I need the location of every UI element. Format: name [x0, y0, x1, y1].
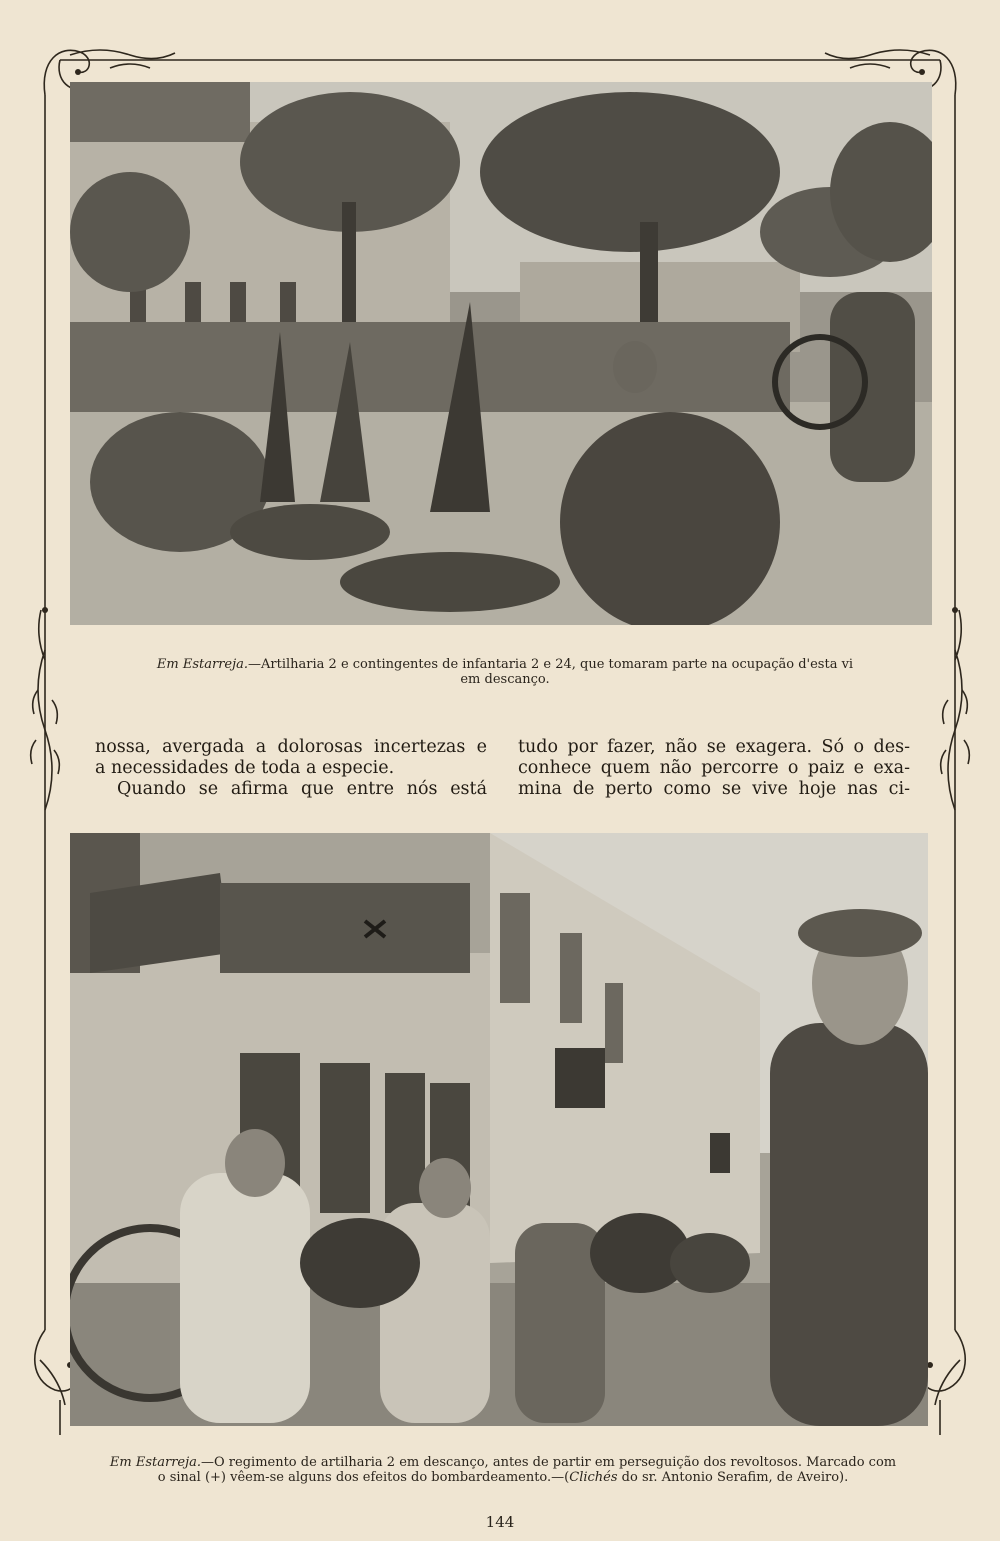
photo-soldiers-resting: [70, 82, 932, 625]
text-line: a necessidades de toda a especie.: [95, 758, 395, 778]
caption-top: [90, 657, 920, 687]
text-line: conhece quem não percorre o paiz e exa-: [518, 758, 910, 778]
text-line: Quando se afirma que entre nós está: [117, 779, 487, 799]
photo-top-image: [70, 82, 932, 625]
caption-bottom: [74, 1455, 932, 1485]
caption-bottom-place: Em Estarreja.: [109, 1455, 202, 1470]
caption-bottom-text2: o sinal (+) vêem-se alguns dos efeitos do bombardeamento.—(: [157, 1470, 570, 1485]
caption-top-continuation: em descanço.: [460, 672, 550, 687]
text-line: nossa, avergada a dolorosas incertezas e: [95, 737, 487, 757]
caption-bottom-text3: do sr. Antonio Serafim, de Aveiro).: [617, 1470, 849, 1485]
text-line: tudo por fazer, não se exagera. Só o des-: [518, 737, 910, 757]
caption-top-place: Em Estarreja.: [156, 657, 249, 672]
text-column-left: [95, 737, 487, 800]
text-line: mina de perto como se vive hoje nas ci-: [518, 779, 910, 799]
caption-bottom-text1: —O regimento de artilharia 2 em descanço, antes de partir em perseguição dos revoltosos. Marcado com: [201, 1455, 897, 1470]
text-column-right: [518, 737, 910, 800]
caption-top-text: —Artilharia 2 e contingentes de infantaria 2 e 24, que tomaram parte na ocupação d'esta vi: [248, 657, 854, 672]
photo-bottom-image: [70, 833, 928, 1426]
page-number: 144: [485, 1513, 515, 1531]
photo-artillery-regiment: [70, 833, 928, 1426]
caption-bottom-italic: Clichés: [569, 1470, 618, 1485]
